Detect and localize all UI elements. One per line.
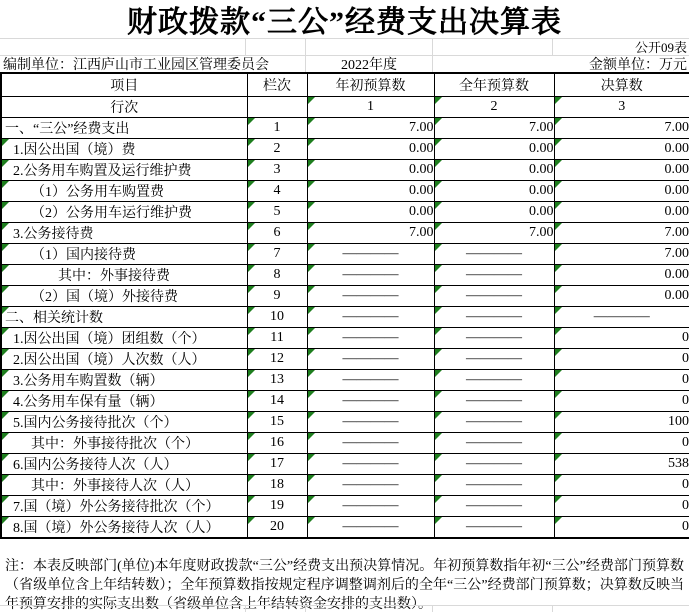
cell-corner-marker-icon [435, 454, 442, 461]
cell-corner-marker-icon [435, 265, 442, 272]
cell-corner-marker-icon [555, 265, 562, 272]
cell-final-accounts[interactable]: 0 [554, 327, 689, 348]
cell-annual-budget[interactable]: ———— [434, 411, 554, 432]
cell-final-accounts[interactable]: 0.00 [554, 285, 689, 306]
cell-corner-marker-icon [555, 139, 562, 146]
cell-annual-budget[interactable]: ———— [434, 327, 554, 348]
cell-final-accounts[interactable]: 7.00 [554, 222, 689, 243]
cell-corner-marker-icon [555, 181, 562, 188]
cell-line-number[interactable]: 5 [247, 201, 307, 222]
cell-item[interactable]: 4.公务用车保有量（辆） [1, 390, 247, 411]
title-row [0, 0, 689, 38]
cell-corner-marker-icon [435, 412, 442, 419]
cell-corner-marker-icon [308, 307, 315, 314]
cell-corner-marker-icon [555, 223, 562, 230]
cell-corner-marker-icon [2, 244, 9, 251]
col-header-item[interactable]: 项目 [1, 73, 247, 96]
cell-corner-marker-icon [248, 286, 255, 293]
cell-corner-marker-icon [248, 160, 255, 167]
cell-item[interactable]: （1）公务用车购置费 [1, 180, 247, 201]
cell-corner-marker-icon [248, 139, 255, 146]
cell-final-accounts[interactable]: 0.00 [554, 201, 689, 222]
table-row [1, 516, 689, 538]
cell-initial-budget[interactable]: ———— [307, 327, 434, 348]
cell-line-number[interactable]: 16 [247, 432, 307, 453]
cell-corner-marker-icon [308, 118, 315, 125]
cell-corner-marker-icon [248, 265, 255, 272]
page-title: 财政拨款“三公”经费支出决算表 [127, 6, 562, 39]
grid-cell [433, 39, 553, 55]
cell-corner-marker-icon [248, 307, 255, 314]
cell-corner-marker-icon [435, 391, 442, 398]
cell-line-number[interactable]: 4 [247, 180, 307, 201]
cell-corner-marker-icon [555, 517, 562, 524]
cell-item[interactable]: 3.公务用车购置数（辆） [1, 369, 247, 390]
col-header-initial[interactable]: 年初预算数 [307, 73, 434, 96]
cell-corner-marker-icon [248, 433, 255, 440]
cell-corner-marker-icon [555, 97, 562, 104]
cell-corner-marker-icon [2, 160, 9, 167]
cell-corner-marker-icon [2, 433, 9, 440]
cell-line-number[interactable]: 1 [247, 117, 307, 138]
cell-corner-marker-icon [2, 139, 9, 146]
table-row [1, 390, 689, 411]
cell-annual-budget[interactable]: ———— [434, 348, 554, 369]
sheet-label-row [0, 38, 689, 55]
table-row [1, 411, 689, 432]
row-index-label[interactable]: 行次 [1, 96, 247, 117]
cell-corner-marker-icon [555, 244, 562, 251]
col-header-line[interactable]: 栏次 [247, 73, 307, 96]
cell-corner-marker-icon [308, 370, 315, 377]
cell-corner-marker-icon [435, 139, 442, 146]
cell-line-number[interactable]: 18 [247, 474, 307, 495]
row-index-col-3[interactable]: 3 [554, 96, 689, 117]
cell-initial-budget[interactable]: ———— [307, 243, 434, 264]
cell-line-number[interactable]: 14 [247, 390, 307, 411]
cell-corner-marker-icon [2, 202, 9, 209]
cell-initial-budget[interactable]: ———— [307, 264, 434, 285]
cell-annual-budget[interactable]: ———— [434, 432, 554, 453]
cell-corner-marker-icon [248, 118, 255, 125]
cell-initial-budget[interactable]: ———— [307, 495, 434, 516]
expense-table [0, 72, 689, 539]
cell-item[interactable]: 1.因公出国（境）费 [1, 138, 247, 159]
cell-item[interactable]: 3.公务接待费 [1, 222, 247, 243]
table-row [1, 306, 689, 327]
cell-final-accounts[interactable]: 0.00 [554, 159, 689, 180]
cell-item[interactable]: 5.国内公务接待批次（个） [1, 411, 247, 432]
table-row [1, 180, 689, 201]
cell-final-accounts[interactable]: 0 [554, 390, 689, 411]
cell-annual-budget[interactable]: ———— [434, 453, 554, 474]
cell-item[interactable]: 6.国内公务接待人次（人） [1, 453, 247, 474]
cell-corner-marker-icon [308, 475, 315, 482]
cell-corner-marker-icon [2, 517, 9, 524]
cell-corner-marker-icon [435, 496, 442, 503]
cell-corner-marker-icon [435, 97, 442, 104]
grid-cell [246, 39, 306, 55]
row-index-col-2[interactable]: 2 [434, 96, 554, 117]
cell-line-number[interactable]: 8 [247, 264, 307, 285]
cell-item[interactable]: 其中：外事接待费 [1, 264, 247, 285]
table-row [1, 348, 689, 369]
table-row [1, 138, 689, 159]
cell-corner-marker-icon [2, 454, 9, 461]
cell-corner-marker-icon [435, 160, 442, 167]
fiscal-year-label: 2022年度 [306, 56, 433, 72]
table-header-row [1, 73, 689, 96]
cell-final-accounts[interactable]: 7.00 [554, 243, 689, 264]
cell-final-accounts[interactable]: ———— [554, 306, 689, 327]
row-index-empty-cell[interactable] [247, 96, 307, 117]
amount-unit-label: 金额单位：万元 [589, 58, 687, 73]
table-row [1, 117, 689, 138]
cell-line-number[interactable]: 2 [247, 138, 307, 159]
cell-item[interactable]: 一、“三公”经费支出 [1, 117, 247, 138]
cell-final-accounts[interactable]: 0 [554, 474, 689, 495]
row-index-header [1, 96, 689, 117]
cell-corner-marker-icon [2, 181, 9, 188]
info-row [0, 55, 689, 72]
cell-corner-marker-icon [555, 202, 562, 209]
cell-final-accounts[interactable]: 100 [554, 411, 689, 432]
cell-corner-marker-icon [308, 223, 315, 230]
cell-corner-marker-icon [248, 412, 255, 419]
cell-initial-budget[interactable]: 0.00 [307, 138, 434, 159]
grid-cell [306, 606, 433, 612]
col-header-final[interactable]: 决算数 [554, 73, 689, 96]
cell-corner-marker-icon [248, 181, 255, 188]
cell-corner-marker-icon [555, 349, 562, 356]
cell-corner-marker-icon [248, 370, 255, 377]
cell-corner-marker-icon [308, 97, 315, 104]
cell-initial-budget[interactable]: ———— [307, 453, 434, 474]
cell-corner-marker-icon [2, 496, 9, 503]
table-row [1, 432, 689, 453]
cell-line-number[interactable]: 10 [247, 306, 307, 327]
cell-corner-marker-icon [308, 454, 315, 461]
cell-initial-budget[interactable]: 0.00 [307, 159, 434, 180]
cell-corner-marker-icon [435, 370, 442, 377]
cell-initial-budget[interactable]: ———— [307, 432, 434, 453]
cell-line-number[interactable]: 7 [247, 243, 307, 264]
cell-corner-marker-icon [555, 454, 562, 461]
cell-annual-budget[interactable]: 7.00 [434, 222, 554, 243]
cell-corner-marker-icon [248, 223, 255, 230]
cell-line-number[interactable]: 20 [247, 516, 307, 538]
cell-annual-budget[interactable]: ———— [434, 285, 554, 306]
cell-corner-marker-icon [248, 454, 255, 461]
cell-final-accounts[interactable]: 0 [554, 495, 689, 516]
cell-line-number[interactable]: 15 [247, 411, 307, 432]
cell-corner-marker-icon [555, 118, 562, 125]
cell-initial-budget[interactable]: 0.00 [307, 201, 434, 222]
cell-initial-budget[interactable]: ———— [307, 348, 434, 369]
grid-cell [553, 39, 689, 55]
cell-annual-budget[interactable]: 0.00 [434, 201, 554, 222]
cell-annual-budget[interactable]: 0.00 [434, 138, 554, 159]
table-row [1, 474, 689, 495]
cell-corner-marker-icon [308, 349, 315, 356]
cell-item[interactable]: 8.国（境）外公务接待人次（人） [1, 516, 247, 538]
cell-line-number[interactable]: 9 [247, 285, 307, 306]
cell-initial-budget[interactable]: ———— [307, 411, 434, 432]
table-row [1, 243, 689, 264]
cell-corner-marker-icon [308, 202, 315, 209]
cell-final-accounts[interactable]: 0 [554, 432, 689, 453]
cell-corner-marker-icon [555, 475, 562, 482]
cell-item[interactable]: 2.公务用车购置及运行维护费 [1, 159, 247, 180]
cell-corner-marker-icon [435, 475, 442, 482]
cell-corner-marker-icon [248, 517, 255, 524]
cell-initial-budget[interactable]: ———— [307, 306, 434, 327]
col-header-annual[interactable]: 全年预算数 [434, 73, 554, 96]
cell-corner-marker-icon [308, 517, 315, 524]
prepared-by-label: 编制单位：江西庐山市工业园区管理委员会 [0, 56, 306, 72]
cell-initial-budget[interactable]: ———— [307, 516, 434, 538]
cell-corner-marker-icon [555, 391, 562, 398]
cell-initial-budget[interactable]: 7.00 [307, 222, 434, 243]
cell-annual-budget[interactable]: ———— [434, 495, 554, 516]
cell-corner-marker-icon [248, 349, 255, 356]
grid-cell [553, 606, 689, 612]
cell-annual-budget[interactable]: 0.00 [434, 180, 554, 201]
cell-line-number[interactable]: 6 [247, 222, 307, 243]
cell-final-accounts[interactable]: 0.00 [554, 138, 689, 159]
cell-item[interactable]: 其中：外事接待人次（人） [1, 474, 247, 495]
cell-corner-marker-icon [248, 496, 255, 503]
table-row [1, 495, 689, 516]
cell-corner-marker-icon [555, 328, 562, 335]
table-row [1, 285, 689, 306]
cell-corner-marker-icon [555, 412, 562, 419]
cell-corner-marker-icon [2, 328, 9, 335]
cell-corner-marker-icon [2, 349, 9, 356]
table-row [1, 327, 689, 348]
row-index-col-1[interactable]: 1 [307, 96, 434, 117]
grid-cell [246, 606, 306, 612]
cell-annual-budget[interactable]: ———— [434, 516, 554, 538]
cell-corner-marker-icon [435, 223, 442, 230]
cell-line-number[interactable]: 13 [247, 369, 307, 390]
cell-corner-marker-icon [248, 244, 255, 251]
cell-corner-marker-icon [555, 496, 562, 503]
cell-annual-budget[interactable]: ———— [434, 243, 554, 264]
cell-initial-budget[interactable]: 7.00 [307, 117, 434, 138]
cell-corner-marker-icon [308, 265, 315, 272]
cell-corner-marker-icon [2, 370, 9, 377]
cell-initial-budget[interactable]: ———— [307, 285, 434, 306]
cell-corner-marker-icon [435, 202, 442, 209]
cell-final-accounts[interactable]: 0 [554, 516, 689, 538]
cell-corner-marker-icon [248, 328, 255, 335]
cell-corner-marker-icon [555, 307, 562, 314]
cell-corner-marker-icon [435, 349, 442, 356]
cell-corner-marker-icon [308, 139, 315, 146]
cell-corner-marker-icon [435, 328, 442, 335]
table-row [1, 453, 689, 474]
cell-corner-marker-icon [2, 223, 9, 230]
table-body [1, 117, 689, 538]
cell-corner-marker-icon [435, 286, 442, 293]
cell-corner-marker-icon [555, 160, 562, 167]
grid-cell [0, 606, 246, 612]
cell-corner-marker-icon [308, 433, 315, 440]
cell-corner-marker-icon [248, 391, 255, 398]
cell-corner-marker-icon [2, 391, 9, 398]
cell-annual-budget[interactable]: ———— [434, 474, 554, 495]
cell-item[interactable]: （2）国（境）外接待费 [1, 285, 247, 306]
cell-annual-budget[interactable]: ———— [434, 369, 554, 390]
cell-corner-marker-icon [248, 202, 255, 209]
cell-annual-budget[interactable]: 0.00 [434, 159, 554, 180]
cell-initial-budget[interactable]: ———— [307, 369, 434, 390]
grid-cell [433, 606, 553, 612]
cell-item[interactable]: 其中：外事接待批次（个） [1, 432, 247, 453]
table-row [1, 159, 689, 180]
cell-annual-budget[interactable]: ———— [434, 390, 554, 411]
cell-item[interactable]: （2）公务用车运行维护费 [1, 201, 247, 222]
cell-corner-marker-icon [435, 517, 442, 524]
table-row [1, 222, 689, 243]
cell-initial-budget[interactable]: ———— [307, 474, 434, 495]
table-row [1, 369, 689, 390]
grid-cell [306, 39, 433, 55]
cell-annual-budget[interactable]: ———— [434, 306, 554, 327]
bottom-grid-stub [0, 605, 689, 612]
cell-line-number[interactable]: 12 [247, 348, 307, 369]
cell-annual-budget[interactable]: 7.00 [434, 117, 554, 138]
cell-corner-marker-icon [308, 181, 315, 188]
cell-final-accounts[interactable]: 0 [554, 369, 689, 390]
cell-corner-marker-icon [308, 244, 315, 251]
cell-item[interactable]: 1.因公出国（境）团组数（个） [1, 327, 247, 348]
cell-corner-marker-icon [308, 286, 315, 293]
cell-corner-marker-icon [308, 160, 315, 167]
cell-corner-marker-icon [308, 328, 315, 335]
cell-corner-marker-icon [2, 265, 9, 272]
cell-corner-marker-icon [555, 433, 562, 440]
cell-corner-marker-icon [308, 412, 315, 419]
cell-line-number[interactable]: 19 [247, 495, 307, 516]
cell-corner-marker-icon [435, 433, 442, 440]
cell-corner-marker-icon [248, 475, 255, 482]
cell-item[interactable]: （1）国内接待费 [1, 243, 247, 264]
cell-corner-marker-icon [308, 496, 315, 503]
cell-corner-marker-icon [435, 181, 442, 188]
footnote: 注：本表反映部门(单位)本年度财政拨款“三公”经费支出预决算情况。年初预算数指年初“三公”经费部门预算数（省级单位含上年结转数）；全年预算数指按规定程序调整调剂后的全年“三公”经费部门预算数；决算数反映当年预算安排的实际支出数（省级单位含上年结转资金安排的支出数）。 [5, 558, 684, 612]
cell-final-accounts[interactable]: 0.00 [554, 180, 689, 201]
sheet-number-label: 公开09表 [634, 39, 687, 55]
cell-final-accounts[interactable]: 0.00 [554, 264, 689, 285]
cell-final-accounts[interactable]: 538 [554, 453, 689, 474]
cell-corner-marker-icon [435, 118, 442, 125]
cell-corner-marker-icon [308, 391, 315, 398]
cell-initial-budget[interactable]: ———— [307, 390, 434, 411]
cell-corner-marker-icon [435, 307, 442, 314]
cell-corner-marker-icon [435, 244, 442, 251]
cell-final-accounts[interactable]: 7.00 [554, 117, 689, 138]
cell-annual-budget[interactable]: ———— [434, 264, 554, 285]
cell-line-number[interactable]: 11 [247, 327, 307, 348]
grid-cell [0, 39, 246, 55]
cell-line-number[interactable]: 3 [247, 159, 307, 180]
cell-corner-marker-icon [555, 286, 562, 293]
cell-item[interactable]: 7.国（境）外公务接待批次（个） [1, 495, 247, 516]
table-row [1, 264, 689, 285]
cell-initial-budget[interactable]: 0.00 [307, 180, 434, 201]
table-row [1, 201, 689, 222]
cell-corner-marker-icon [2, 286, 9, 293]
cell-corner-marker-icon [2, 412, 9, 419]
cell-item[interactable]: 2.因公出国（境）人次数（人） [1, 348, 247, 369]
cell-corner-marker-icon [555, 370, 562, 377]
cell-item[interactable]: 二、相关统计数 [1, 306, 247, 327]
cell-final-accounts[interactable]: 0 [554, 348, 689, 369]
cell-corner-marker-icon [2, 475, 9, 482]
cell-line-number[interactable]: 17 [247, 453, 307, 474]
